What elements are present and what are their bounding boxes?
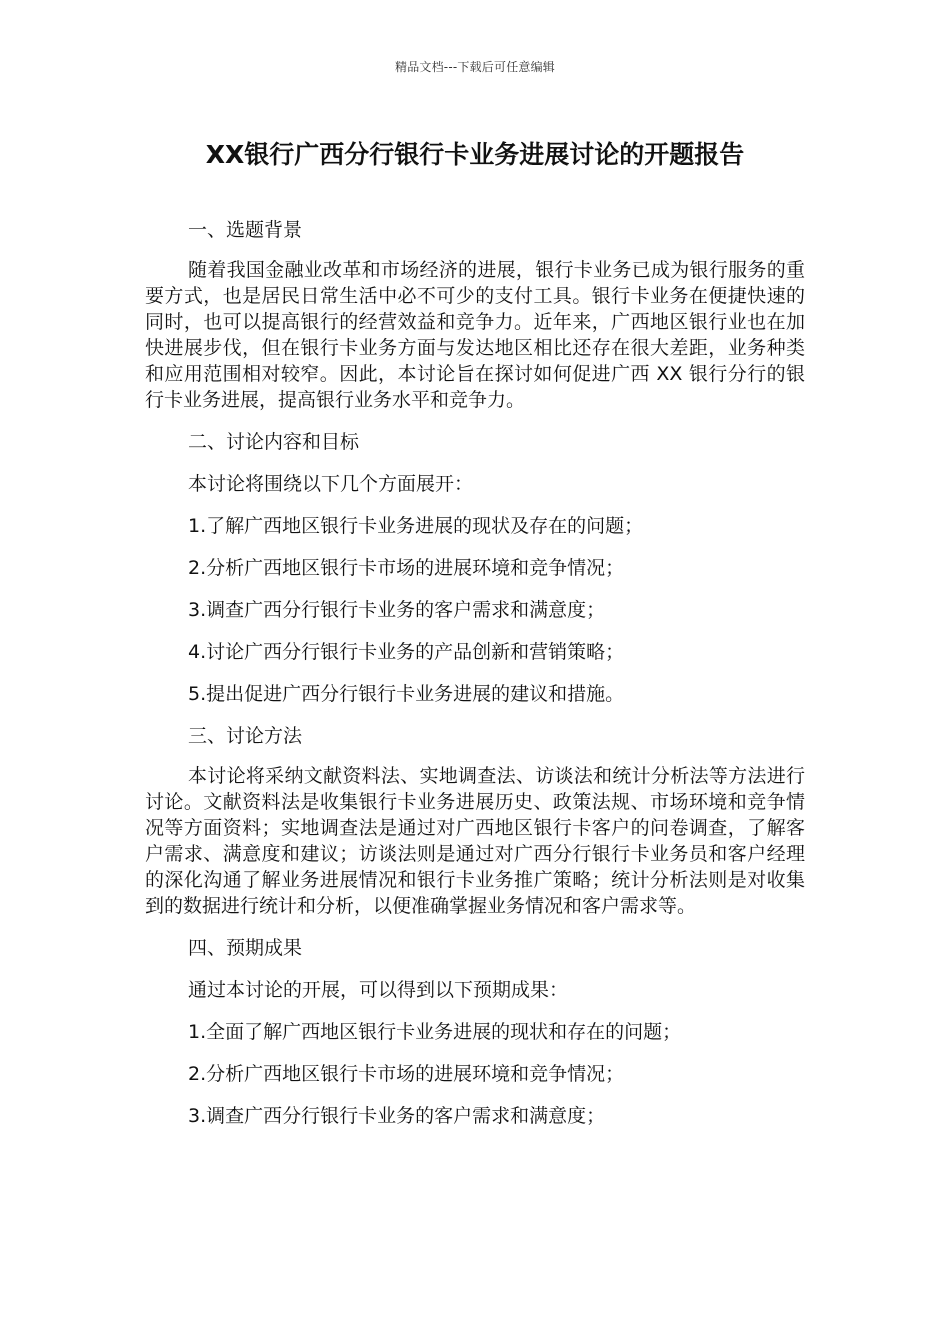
list-item: 3.调查广西分行银行卡业务的客户需求和满意度； bbox=[188, 599, 606, 621]
list-item: 2.分析广西地区银行卡市场的进展环境和竞争情况； bbox=[188, 557, 625, 579]
background-paragraph: 随着我国金融业改革和市场经济的进展，银行卡业务已成为银行服务的重要方式，也是居民日常生活中必不可少的支付工具。银行卡业务在便捷快速的同时，也可以提高银行的经营效益和竞争力。近年来，广西地区银行业也在加快进展步伐，但在银行卡业务方面与发达地区相比还存在很大差距，业务种类和应用范围相对较窄。因此，本讨论旨在探讨如何促进广西 XX 银行分行的银行卡业务进展，提高银行业务水平和竞争力。 bbox=[145, 259, 805, 411]
results-intro: 通过本讨论的开展，可以得到以下预期成果： bbox=[188, 979, 569, 1001]
section-heading-methods: 三、讨论方法 bbox=[188, 725, 303, 747]
section-heading-content-goals: 二、讨论内容和目标 bbox=[188, 431, 360, 453]
methods-paragraph: 本讨论将采纳文献资料法、实地调查法、访谈法和统计分析法等方法进行讨论。文献资料法是收集银行卡业务进展历史、政策法规、市场环境和竞争情况等方面资料；实地调查法是通过对广西地区银行卡客户的问卷调查，了解客户需求、满意度和建议；访谈法则是通过对广西分行银行卡业务员和客户经理的深化沟通了解业务进展情况和银行卡业务推广策略；统计分析法则是对收集到的数据进行统计和分析，以便准确掌握业务情况和客户需求等。 bbox=[145, 765, 805, 917]
list-item: 3.调查广西分行银行卡业务的客户需求和满意度； bbox=[188, 1105, 606, 1127]
list-item: 1.全面了解广西地区银行卡业务进展的现状和存在的问题； bbox=[188, 1021, 682, 1043]
list-item: 1.了解广西地区银行卡业务进展的现状及存在的问题； bbox=[188, 515, 644, 537]
list-item: 4.讨论广西分行银行卡业务的产品创新和营销策略； bbox=[188, 641, 625, 663]
content-intro: 本讨论将围绕以下几个方面展开： bbox=[188, 473, 474, 495]
section-heading-expected-results: 四、预期成果 bbox=[188, 937, 303, 959]
list-item: 5.提出促进广西分行银行卡业务进展的建议和措施。 bbox=[188, 683, 625, 705]
document-title: XX银行广西分行银行卡业务进展讨论的开题报告 bbox=[205, 140, 745, 169]
document-body bbox=[145, 217, 805, 1129]
list-item: 2.分析广西地区银行卡市场的进展环境和竞争情况； bbox=[188, 1063, 625, 1085]
header-note: 精品文档---下载后可任意编辑 bbox=[395, 60, 555, 74]
section-heading-background: 一、选题背景 bbox=[188, 219, 303, 241]
